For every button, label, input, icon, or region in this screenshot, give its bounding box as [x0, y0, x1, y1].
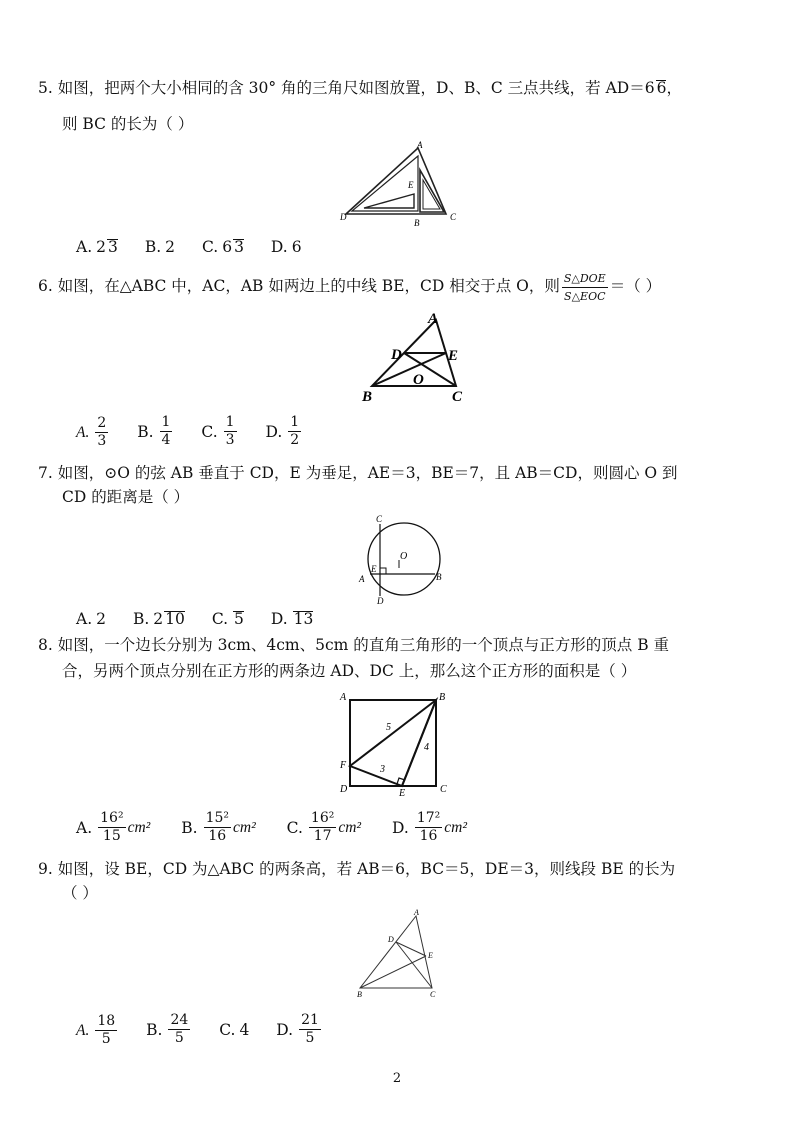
q7-label-D: D [377, 596, 384, 606]
q8-label-B: B [439, 692, 446, 703]
q5-choice-d[interactable]: D. 6 [270, 238, 302, 256]
q7-right-angle-mark [380, 568, 386, 574]
q7-label-A: A [359, 574, 365, 584]
q6-figure [360, 306, 475, 410]
q6-choice-b[interactable]: B. $\frac{1}{4}$ [137, 414, 171, 448]
q8-label-F: F [340, 760, 347, 771]
q6-label-O: O [413, 372, 424, 388]
q5-stem-line1: 5. 如图，把两个大小相同的含 30° 角的三角尺如图放置，D、B、C 三点共线，若 AD＝6 6， [38, 79, 682, 97]
q7-choice-c[interactable]: C. 5 [211, 610, 244, 628]
q9-figure [352, 906, 452, 1002]
q7-choices [76, 610, 335, 628]
q7-stem-line2 [62, 486, 189, 508]
q5-label-D: D [340, 212, 347, 222]
q7-stem-text2: CD 的距离是（ ） [62, 488, 190, 506]
q5-choice-a[interactable]: A. 2 3 [76, 238, 118, 256]
q9-choices [76, 1012, 345, 1048]
q5-triangles-diagram [336, 140, 466, 232]
q5-small-triangle [420, 170, 444, 212]
q8-choices [76, 810, 489, 845]
q7-label-B: B [436, 572, 442, 582]
q9-segment-de [396, 942, 426, 956]
q7-choice-d[interactable]: D. 13 [270, 610, 314, 628]
q5-choice-c[interactable]: C. 6 3 [201, 238, 244, 256]
q5-label-C: C [450, 212, 457, 222]
q5-label-E: E [408, 180, 414, 190]
q9-stem-line2 [62, 882, 98, 904]
q6-choices [76, 414, 325, 450]
q6-median-be [372, 353, 446, 386]
q9-label-E: E [428, 951, 433, 960]
q8-length-4: 4 [424, 742, 429, 753]
q6-label-C: C [452, 389, 463, 405]
q6-area-ratio: $\frac{\text{S△DOE}}{\text{S△EOC}}$ [563, 271, 606, 303]
q8-label-E: E [399, 788, 406, 799]
q9-label-D: D [388, 935, 394, 944]
q9-choice-d[interactable]: D. $\frac{21}{5}$ [276, 1012, 319, 1046]
q7-choice-a[interactable]: A. 2 [76, 610, 106, 628]
q5-stem-line2 [62, 113, 193, 135]
q8-choice-d[interactable]: D. $\frac{\text{17²}}{16}$ cm² [392, 810, 467, 844]
q6-label-B: B [362, 389, 373, 405]
q6-triangle-diagram [360, 306, 475, 406]
q6-label-E: E [448, 348, 459, 364]
q5-choice-b[interactable]: B. 2 [144, 238, 176, 256]
q5-sqrt: 6 [656, 79, 667, 97]
q8-label-C: C [440, 784, 447, 795]
q9-triangle-diagram [352, 906, 452, 998]
page-number: 2 [392, 1071, 402, 1086]
q6-stem-text: 6. 如图，在△ABC 中，AC，AB 如两边上的中线 BE，CD 相交于点 O，则 [38, 277, 560, 295]
q7-stem-line1 [38, 462, 678, 484]
q7-choice-b[interactable]: B. 2 10 [132, 610, 185, 628]
q9-label-C: C [430, 990, 436, 999]
q9-choice-c[interactable]: C. 4 [219, 1020, 250, 1039]
q6-choice-a[interactable]: A. $\frac{2}{3}$ [76, 415, 107, 449]
q8-length-3: 3 [380, 764, 385, 775]
q9-label-A: A [414, 908, 419, 917]
q6-label-A: A [428, 311, 439, 327]
q7-label-O: O [400, 551, 408, 562]
q8-stem-text2: 合，另两个顶点分别在正方形的两条边 AD、DC 上，那么这个正方形的面积是（ ） [62, 662, 637, 680]
q5-stem-text2: 则 BC 的长为（ ） [62, 115, 194, 133]
q8-label-A: A [340, 692, 347, 703]
q9-altitude-be [360, 956, 426, 988]
q5-choices [76, 238, 324, 256]
q9-label-B: B [357, 990, 362, 999]
q6-stem-line1: 6. 如图，在△ABC 中，AC，AB 如两边上的中线 BE，CD 相交于点 O，则 $\frac{\text{S△DOE}}{\text{S△EOC}}$ ＝（ ） [38, 271, 662, 303]
q8-label-D: D [340, 784, 348, 795]
q5-figure [336, 140, 466, 236]
q6-choice-d[interactable]: D. $\frac{1}{2}$ [265, 414, 300, 448]
q8-choice-a[interactable]: A. $\frac{\text{16²}}{15}$ cm² [76, 810, 151, 844]
q8-square-diagram [336, 690, 456, 800]
q9-stem-line1 [38, 858, 675, 880]
q8-figure [336, 690, 456, 804]
q9-stem-text: 9. 如图，设 BE，CD 为△ABC 的两条高，若 AB＝6，BC＝5，DE＝3，则线段 BE 的长为 [38, 860, 676, 878]
q9-triangle-abc [360, 916, 432, 988]
q5-stem-text: 5. 如图，把两个大小相同的含 30° 角的三角尺如图放置，D、B、C 三点共线，若 AD＝6 [38, 79, 655, 97]
q7-circle-diagram [356, 512, 456, 604]
q7-label-E: E [371, 564, 377, 574]
q8-length-5: 5 [386, 722, 391, 733]
q8-choice-b[interactable]: B. $\frac{\text{15²}}{16}$ cm² [181, 810, 256, 844]
q9-choice-b[interactable]: B. $\frac{24}{5}$ [146, 1012, 189, 1046]
q9-choice-a[interactable]: A. $\frac{18}{5}$ [76, 1013, 116, 1047]
q5-label-A: A [417, 140, 423, 150]
q5-label-B: B [414, 218, 420, 228]
q7-stem-text: 7. 如图，⊙O 的弦 AB 垂直于 CD，E 为垂足，AE＝3，BE＝7，且 AB＝CD，则圆心 O 到 [38, 464, 678, 482]
q8-stem-text: 8. 如图，一个边长分别为 3cm、4cm、5cm 的直角三角形的一个顶点与正方形的顶点 B 重 [38, 636, 670, 654]
q5-flat-triangle [364, 194, 414, 208]
q8-choice-c[interactable]: C. $\frac{\text{16²}}{17}$ cm² [286, 810, 362, 844]
q7-figure [356, 512, 456, 608]
q7-label-C: C [376, 514, 383, 524]
q6-choice-c[interactable]: C. $\frac{1}{3}$ [201, 414, 235, 448]
q9-stem-text2: （ ） [62, 884, 98, 902]
q6-label-D: D [391, 347, 402, 363]
q8-stem-line1 [38, 634, 669, 656]
q8-stem-line2 [62, 660, 636, 682]
